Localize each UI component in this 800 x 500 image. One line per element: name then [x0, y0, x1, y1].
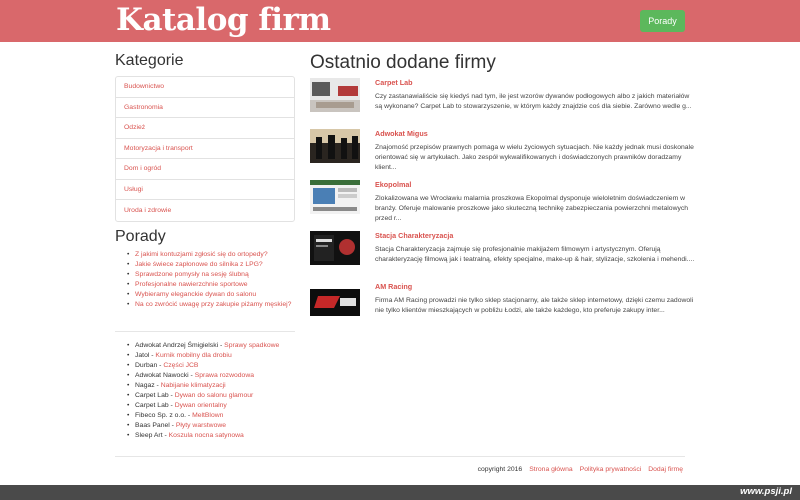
- partner-name: Adwokat Nawocki: [135, 372, 189, 379]
- tips-title: Porady: [115, 228, 166, 245]
- footer-copyright: copyright 2016: [477, 466, 523, 473]
- sidebar-divider: [115, 331, 295, 332]
- watermark-text: www.psji.pl: [740, 486, 792, 497]
- partner-name: Adwokat Andrzej Śmigielski: [135, 342, 219, 349]
- main-title: Ostatnio dodane firmy: [310, 52, 496, 73]
- categories-title: Kategorie: [115, 52, 184, 69]
- category-item[interactable]: Odzież: [116, 118, 294, 139]
- company-title[interactable]: Adwokat Migus: [375, 129, 428, 138]
- partner-name: Sleep Art: [135, 432, 163, 439]
- tips-list: [127, 250, 292, 310]
- partner-name: Nagaz: [135, 382, 155, 389]
- categories-panel: [115, 52, 295, 222]
- footer-link-home[interactable]: Strona główna: [529, 466, 573, 473]
- company-entry: [310, 78, 690, 129]
- partner-link[interactable]: Kurnik mobilny dla drobiu: [155, 352, 232, 359]
- company-thumbnail[interactable]: [310, 129, 360, 163]
- partner-link[interactable]: Płyty warstwowe: [175, 422, 227, 429]
- partner-link[interactable]: Koszula nocna satynowa: [168, 432, 244, 439]
- company-description: Znajomość przepisów prawnych pomaga w wielu życiowych sytuacjach. Nie każdy jednak musi doskonale orientować się w artykułach. Jako zespół wykwalifikowanych i doświadczonych prawników doradzamy klient...: [375, 144, 694, 171]
- company-thumbnail[interactable]: [310, 282, 360, 316]
- footer-link-add-company[interactable]: Dodaj firmę: [648, 466, 683, 473]
- partner-item: • Nagaz - Nabijanie klimatyzacji: [127, 381, 302, 391]
- company-entry: [310, 129, 694, 180]
- partner-item: • Carpet Lab - Dywan orientalny: [127, 401, 302, 411]
- partner-item: • Durban - Części JCB: [127, 361, 302, 371]
- partner-item: • Sleep Art - Koszula nocna satynowa: [127, 431, 302, 441]
- partner-name: Carpet Lab: [135, 392, 169, 399]
- footer-link-privacy[interactable]: Polityka prywatności: [579, 466, 642, 473]
- tip-link[interactable]: • Na co zwrócić uwagę przy zakupie piżamy męskiej?: [127, 300, 292, 310]
- tip-link[interactable]: • Z jakimi kontuzjami zgłosić się do ortopedy?: [127, 250, 292, 260]
- partner-name: Durban: [135, 362, 158, 369]
- company-list: [310, 78, 695, 333]
- category-item[interactable]: Usługi: [116, 180, 294, 201]
- category-item[interactable]: Gastronomia: [116, 98, 294, 119]
- company-entry: [310, 231, 695, 282]
- partner-link[interactable]: Nabijanie klimatyzacji: [160, 382, 226, 389]
- company-thumbnail[interactable]: [310, 231, 360, 265]
- footer-divider: [115, 456, 685, 457]
- company-thumbnail[interactable]: [310, 78, 360, 112]
- porady-button[interactable]: Porady: [640, 10, 685, 32]
- partner-item: • Baas Panel - Płyty warstwowe: [127, 421, 302, 431]
- company-description: Stacja Charakteryzacja zajmuje się profesjonalnie makijażem filmowym i artystycznym. Oferują charakteryzację filmową jak i teatralną, efekty specjalne, make-up & hair, stylizacje, szkolenia i mehendi....: [375, 246, 695, 263]
- company-title[interactable]: Stacja Charakteryzacja: [375, 231, 454, 240]
- top-navbar: [0, 0, 800, 42]
- partner-item: • Fibeco Sp. z o.o. - MeltBlown: [127, 411, 302, 421]
- partner-name: Fibeco Sp. z o.o.: [135, 412, 187, 419]
- category-item[interactable]: Uroda i zdrowie: [124, 206, 172, 214]
- partner-name: Jatol: [135, 352, 150, 359]
- partner-link[interactable]: MeltBlown: [192, 412, 224, 419]
- company-title[interactable]: AM Racing: [375, 282, 413, 291]
- company-entry: [310, 282, 694, 333]
- partner-item: • Carpet Lab - Dywan do salonu glamour: [127, 391, 302, 401]
- company-title[interactable]: Ekopolmal: [375, 180, 412, 189]
- partner-link[interactable]: Sprawy spadkowe: [224, 342, 280, 349]
- company-entry: [310, 180, 690, 231]
- tip-link[interactable]: • Jakie świece zapłonowe do silnika z LPG?: [127, 260, 292, 270]
- company-title[interactable]: Carpet Lab: [375, 78, 413, 87]
- company-description: Zlokalizowana we Wrocławiu malarnia proszkowa Ekopolmal dysponuje wieloletnim doświadczeniem w branży. Oferuje malowanie proszkowe jako skuteczną technikę zabezpieczania powierzchni metalowych przed r...: [375, 195, 689, 222]
- company-description: Firma AM Racing prowadzi nie tylko sklep stacjonarny, ale także sklep internetowy, dzięki czemu zadowoli nie tylko klientów mieszkających w pobliżu Łodzi, ale także każdego, kto preferuje zakupy inter...: [375, 297, 694, 314]
- tip-link[interactable]: • Profesjonalne nawierzchnie sportowe: [127, 280, 292, 290]
- partners-list: [127, 341, 302, 441]
- partner-name: Baas Panel: [135, 422, 170, 429]
- partner-link[interactable]: Dywan do salonu glamour: [174, 392, 254, 399]
- partner-item: • Adwokat Andrzej Śmigielski - Sprawy spadkowe: [127, 341, 302, 351]
- footer: [478, 466, 683, 473]
- partner-link[interactable]: Części JCB: [163, 362, 199, 369]
- categories-list: [115, 76, 295, 222]
- category-item[interactable]: Budownictwo: [116, 77, 294, 98]
- partner-link[interactable]: Dywan orientalny: [174, 402, 227, 409]
- partner-link[interactable]: Sprawa rozwodowa: [194, 372, 255, 379]
- company-description: Czy zastanawialiście się kiedyś nad tym, ile jest wzorów dywanów podłogowych albo z jakich materiałów są wykonane? Carpet Lab to stowarzyszenie, w którym każdy znajdzie coś dla siebie. Zarówno wedle g...: [375, 93, 692, 110]
- tip-link[interactable]: • Sprawdzone pomysły na sesję ślubną: [127, 270, 292, 280]
- company-thumbnail[interactable]: [310, 180, 360, 214]
- partner-item: • Jatol - Kurnik mobilny dla drobiu: [127, 351, 302, 361]
- partner-name: Carpet Lab: [135, 402, 169, 409]
- category-item[interactable]: Motoryzacja i transport: [116, 139, 294, 160]
- category-item[interactable]: Dom i ogród: [116, 159, 294, 180]
- tip-link[interactable]: • Wybieramy eleganckie dywan do salonu: [127, 290, 292, 300]
- site-brand[interactable]: Katalog firm: [116, 2, 331, 38]
- watermark-bar: [0, 485, 800, 500]
- partner-item: • Adwokat Nawocki - Sprawa rozwodowa: [127, 371, 302, 381]
